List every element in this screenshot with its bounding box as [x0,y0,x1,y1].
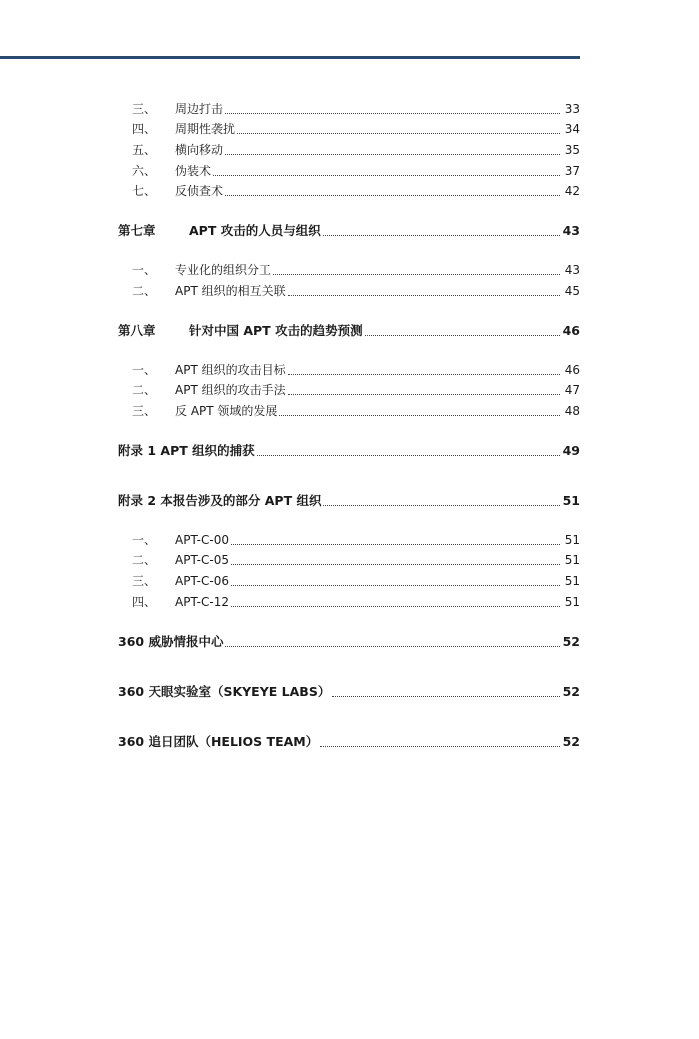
toc-entry[interactable] [118,439,580,459]
toc-entry[interactable] [118,319,580,339]
toc-entry[interactable] [118,158,580,179]
toc-entry-title: 360 追日团队（HELIOS TEAM） [118,733,319,749]
toc-entry-title: 附录 1 APT 组织的捕获 [118,442,255,458]
toc-entry-page: 46 [564,362,580,377]
toc-entry[interactable] [118,680,580,700]
toc-entry-page: 43 [562,223,580,239]
dot-leader [257,454,560,456]
dot-leader [279,414,560,416]
toc-entry-number: 六、 [132,163,157,178]
toc-entry-number: 五、 [132,143,157,158]
toc-entry-page: 49 [562,442,580,458]
toc-entry-number: 第八章 [118,322,156,338]
toc-entry[interactable] [118,378,580,399]
dot-leader [225,194,560,196]
toc-entry-title: 360 天眼实验室（SKYEYE LABS） [118,683,331,699]
toc-entry-page: 48 [564,403,580,418]
toc-entry-title: APT-C-06 [175,573,229,588]
toc-entry-page: 43 [564,263,580,278]
toc-entry-title: 360 威胁情报中心 [118,633,224,649]
toc-entry-page: 52 [562,633,580,649]
dot-leader [225,112,560,114]
toc-entry-number: 四、 [132,122,157,137]
toc-entry[interactable] [118,219,580,239]
toc-entry-title: 反侦查术 [175,184,224,199]
toc-entry[interactable] [118,568,580,589]
toc-entry-title: APT-C-05 [175,553,229,568]
toc-entry[interactable] [118,589,580,610]
toc-entry-page: 47 [564,383,580,398]
header-rule [0,56,580,59]
toc-entry-title: 附录 2 本报告涉及的部分 APT 组织 [118,492,322,508]
toc-entry-title: APT-C-12 [175,594,229,609]
toc-entry-page: 42 [564,184,580,199]
toc-entry-number: 一、 [132,362,157,377]
toc-entry-title: APT 攻击的人员与组织 [189,223,321,239]
toc-entry-title: 伪装术 [175,163,212,178]
toc-entry-title: 反 APT 领域的发展 [175,403,278,418]
toc-entry-page: 51 [564,594,580,609]
toc-entry-number: 第七章 [118,223,156,239]
toc-entry-number: 二、 [132,553,157,568]
toc-entry-number: 二、 [132,383,157,398]
toc-entry[interactable] [118,730,580,750]
toc-entry[interactable] [118,96,580,117]
toc-entry-page: 51 [564,573,580,588]
toc-entry[interactable] [118,489,580,509]
toc-entry-number: 一、 [132,532,157,547]
toc-entry-title: APT 组织的相互关联 [175,283,286,298]
toc-entry-title: APT-C-00 [175,532,229,547]
dot-leader [320,745,560,747]
table-of-contents [118,96,580,750]
toc-entry-page: 52 [562,733,580,749]
toc-entry-page: 45 [564,283,580,298]
toc-entry-number: 四、 [132,594,157,609]
dot-leader [231,584,560,586]
toc-entry-title: APT 组织的攻击目标 [175,362,286,377]
toc-entry-title: 周边打击 [175,101,224,116]
dot-leader [225,645,560,647]
toc-entry-number: 二、 [132,283,157,298]
dot-leader [231,605,560,607]
toc-entry-page: 51 [564,532,580,547]
toc-entry-page: 51 [564,553,580,568]
toc-entry-number: 七、 [132,184,157,199]
dot-leader [365,334,560,336]
toc-entry-title: APT 组织的攻击手法 [175,383,286,398]
dot-leader [273,273,560,275]
dot-leader [231,563,560,565]
toc-entry[interactable] [118,630,580,650]
toc-entry[interactable] [118,548,580,569]
toc-entry[interactable] [118,357,580,378]
toc-entry-title: 专业化的组织分工 [175,263,272,278]
toc-entry[interactable] [118,278,580,299]
dot-leader [323,504,560,506]
toc-entry-page: 37 [564,163,580,178]
toc-entry-number: 三、 [132,403,157,418]
dot-leader [237,132,560,134]
toc-entry[interactable] [118,117,580,138]
toc-entry-page: 34 [564,122,580,137]
dot-leader [213,174,560,176]
toc-entry-title: 针对中国 APT 攻击的趋势预测 [189,322,363,338]
toc-entry[interactable] [118,137,580,158]
toc-entry-page: 46 [562,322,580,338]
toc-entry[interactable] [118,398,580,419]
dot-leader [231,543,560,545]
toc-entry[interactable] [118,257,580,278]
dot-leader [288,393,560,395]
dot-leader [323,234,560,236]
toc-entry-number: 一、 [132,263,157,278]
toc-entry-page: 52 [562,683,580,699]
toc-entry-number: 三、 [132,101,157,116]
toc-entry-page: 35 [564,143,580,158]
toc-entry-title: 周期性袭扰 [175,122,236,137]
toc-entry-title: 横向移动 [175,143,224,158]
toc-entry[interactable] [118,527,580,548]
dot-leader [332,695,560,697]
toc-entry-number: 三、 [132,573,157,588]
toc-entry[interactable] [118,179,580,200]
toc-entry-page: 51 [562,492,580,508]
dot-leader [288,294,560,296]
dot-leader [225,153,560,155]
dot-leader [288,373,560,375]
toc-entry-page: 33 [564,101,580,116]
